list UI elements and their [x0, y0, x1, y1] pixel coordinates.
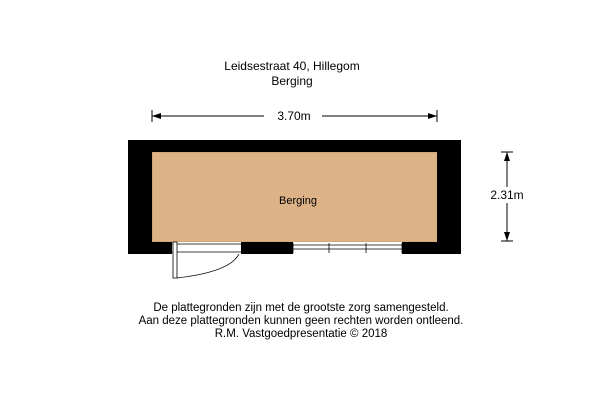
wall-bottom-left	[128, 242, 172, 254]
width-dimension-label: 3.70m	[277, 109, 311, 123]
window-opening	[293, 242, 402, 254]
depth-dimension	[480, 152, 534, 241]
plan-room-subtitle: Berging	[271, 74, 313, 88]
room-label: Berging	[279, 195, 317, 207]
wall-bottom-middle	[241, 242, 293, 254]
width-dimension	[152, 108, 437, 124]
door	[172, 242, 241, 278]
depth-arrow-top	[504, 152, 510, 161]
window	[293, 242, 402, 254]
wall-left	[128, 140, 152, 254]
disclaimer-line-2: Aan deze plattegronden kunnen geen rechten worden ontleend.	[138, 315, 464, 327]
width-arrow-right	[428, 113, 437, 119]
door-swing-arc	[177, 254, 239, 278]
wall-bottom-right	[402, 242, 461, 254]
door-leaf	[173, 242, 177, 278]
depth-arrow-bottom	[504, 232, 510, 241]
plan-address-title: Leidsestraat 40, Hillegom	[224, 59, 360, 73]
depth-dimension-label: 2.31m	[490, 188, 524, 202]
copyright-line: R.M. Vastgoedpresentatie © 2018	[214, 328, 388, 340]
disclaimer-line-1: De plattegronden zijn met de grootste zorg samengesteld.	[153, 302, 449, 314]
wall-top	[128, 140, 461, 152]
wall-right	[437, 140, 461, 254]
width-arrow-left	[152, 113, 161, 119]
